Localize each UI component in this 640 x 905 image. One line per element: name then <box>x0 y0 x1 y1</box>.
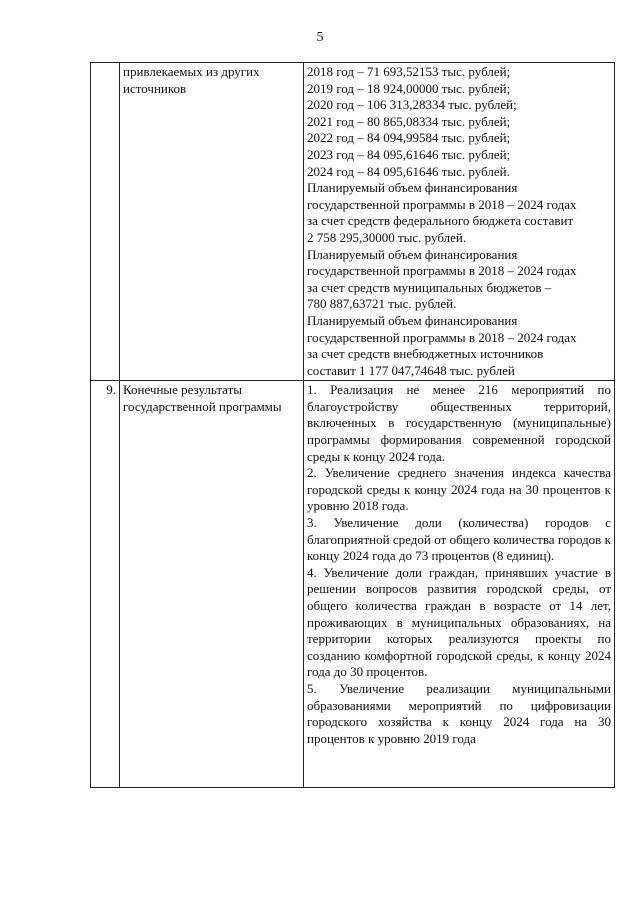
funding-line: 780 887,63721 тыс. рублей. <box>307 296 457 312</box>
funding-line: 2021 год – 80 865,08334 тыс. рублей; <box>307 113 511 129</box>
funding-line: 2023 год – 84 095,61646 тыс. рублей; <box>307 146 511 162</box>
result-paragraph: 2. Увеличение среднего значения индекса качества городской среды к концу 2024 года на 30 процентов к уровню 2018 года. <box>307 465 611 514</box>
row-number: 9. <box>91 381 120 788</box>
row-number <box>91 63 120 381</box>
row-content <box>304 63 615 381</box>
row-title-line: привлекаемых из других <box>123 64 260 79</box>
page-number: 5 <box>316 30 324 45</box>
funding-line: 2 758 295,30000 тыс. рублей. <box>307 229 467 245</box>
funding-line: 2018 год – 71 693,52153 тыс. рублей; <box>307 64 511 79</box>
funding-line: Планируемый объем финансирования <box>307 312 518 328</box>
funding-line: за счет средств муниципальных бюджетов – <box>307 279 552 295</box>
result-paragraph: 1. Реализация не менее 216 мероприятий по благоустройству общественных территорий, включенных в государственную (муниципальные) программы формирования современной городской среды к концу 2024 года. <box>307 382 611 464</box>
result-paragraph: 5. Увеличение реализации муниципальными образованиями мероприятий по цифровизации городского хозяйства к концу 2024 года на 30 процентов к уровню 2019 года <box>307 680 611 746</box>
row-title <box>120 381 304 788</box>
funding-line: 2019 год – 18 924,00000 тыс. рублей; <box>307 80 511 96</box>
row-title-line: Конечные результаты <box>123 382 243 398</box>
table-row <box>91 381 615 788</box>
program-passport-table <box>90 62 615 788</box>
table-row <box>91 63 615 381</box>
funding-line: 2020 год – 106 313,28334 тыс. рублей; <box>307 97 517 113</box>
row-title <box>120 63 304 381</box>
row-title-line: источников <box>123 80 187 96</box>
funding-line: Планируемый объем финансирования <box>307 180 518 196</box>
funding-line: государственной программы в 2018 – 2024 годах <box>307 196 577 212</box>
row-title-line: государственной программы <box>123 398 282 414</box>
funding-line: государственной программы в 2018 – 2024 годах <box>307 329 577 345</box>
funding-line: за счет средств внебюджетных источников <box>307 346 544 362</box>
row-content <box>304 381 615 788</box>
funding-line: за счет средств федерального бюджета составит <box>307 213 574 229</box>
result-paragraph: 4. Увеличение доли граждан, принявших участие в решении вопросов развития городской среды, от общего количества граждан в возрасте от 14 лет, проживающих в муниципальных образованиях, на территории которых реализуются проекты по созданию комфортной городской среды, к концу 2024 года до 30 процентов. <box>307 564 611 680</box>
funding-line: государственной программы в 2018 – 2024 годах <box>307 263 577 279</box>
funding-line: составит 1 177 047,74648 тыс. рублей <box>307 362 515 378</box>
funding-line: Планируемый объем финансирования <box>307 246 518 262</box>
funding-line: 2022 год – 84 094,99584 тыс. рублей; <box>307 130 511 146</box>
result-paragraph: 3. Увеличение доли (количества) городов с благоприятной средой от общего количества городов к концу 2024 года до 73 процентов (8 единиц). <box>307 515 611 564</box>
funding-line: 2024 год – 84 095,61646 тыс. рублей. <box>307 163 510 179</box>
